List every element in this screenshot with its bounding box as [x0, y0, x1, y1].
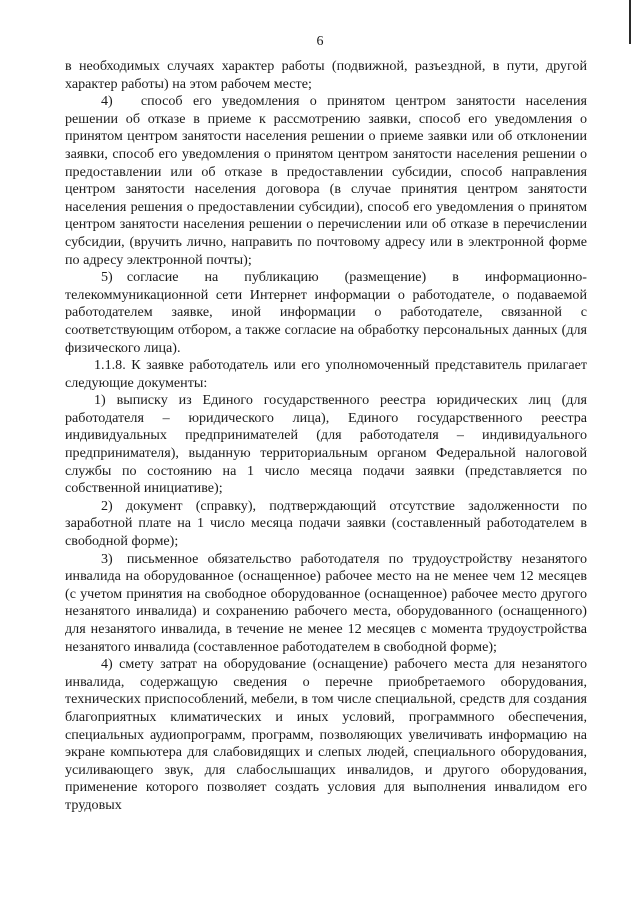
paragraph: в необходимых случаях характер работы (подвижной, разъездной, в пути, другой характер работы) на этом рабочем месте; — [65, 58, 587, 92]
paragraph: 1) выписку из Единого государственного реестра юридических лиц (для работодателя – юридического лица), Единого государственного реестра индивидуальных предпринимателей (для работодателя – индивидуального предпринимателя), выданную территориальным органом Федеральной налоговой службы по состоянию на 1 число месяца подачи заявки (представляется по собственной инициативе); — [65, 392, 587, 497]
paragraph: 4) способ его уведомления о принятом центром занятости населения решении об отказе в приеме к рассмотрению заявки, способ его уведомления о принятом центром занятости населения решении о приеме заявки или об отклонении заявки, способ его уведомления о принятом центром занятости населения решении о предоставлении или об отказе в предоставлении субсидии, способ направления центром занятости населения договора (в случае принятия центром занятости населения решения о предоставлении субсидии), способ его уведомления о принятом центром занятости населения решении о перечислении или об отказе в перечислении субсидии, (вручить лично, направить по почтовому адресу или в электронной форме по адресу электронной почты); — [65, 93, 587, 268]
page-number: 6 — [316, 34, 324, 49]
document-body — [65, 58, 587, 815]
paragraph: 5) согласие на публикацию (размещение) в информационно-телекоммуникационной сети Интернет информации о работодателе, о подаваемой работодателем заявке, иной информации о работодателе, связанной с соответствующим отбором, а также согласие на обработку персональных данных (для физического лица). — [65, 269, 587, 356]
paragraph: 2) документ (справку), подтверждающий отсутствие задолженности по заработной плате на 1 число месяца подачи заявки (составленный работодателем в свободной форме); — [65, 497, 587, 550]
paragraph: 1.1.8. К заявке работодатель или его уполномоченный представитель прилагает следующие документы: — [65, 357, 587, 391]
paragraph: 4) смету затрат на оборудование (оснащение) рабочего места для незанятого инвалида, содержащую сведения о перечне приобретаемого оборудования, технических приспособлений, мебели, в том числе специальной, средств для создания благоприятных климатических и иных условий, программного обеспечения, специальных аудиопрограмм, программ, позволяющих увеличивать информацию на экране компьютера для слабовидящих и слепых людей, специального оборудования, усиливающего звук, для слабослышащих инвалидов, и другого оборудования, применение которого позволяет создать условия для выполнения инвалидом его трудовых — [65, 656, 587, 813]
paragraph: 3) письменное обязательство работодателя по трудоустройству незанятого инвалида на оборудованное (оснащенное) рабочее место на не менее чем 12 месяцев (с учетом принятия на свободное оборудованное (оснащенное) рабочее место другого незанятого инвалида) и сохранению рабочего места, оборудованного (оснащенного) для незанятого инвалида, в течение не менее 12 месяцев с момента трудоустройства незанятого инвалида (составленное работодателем в свободной форме); — [65, 550, 587, 655]
